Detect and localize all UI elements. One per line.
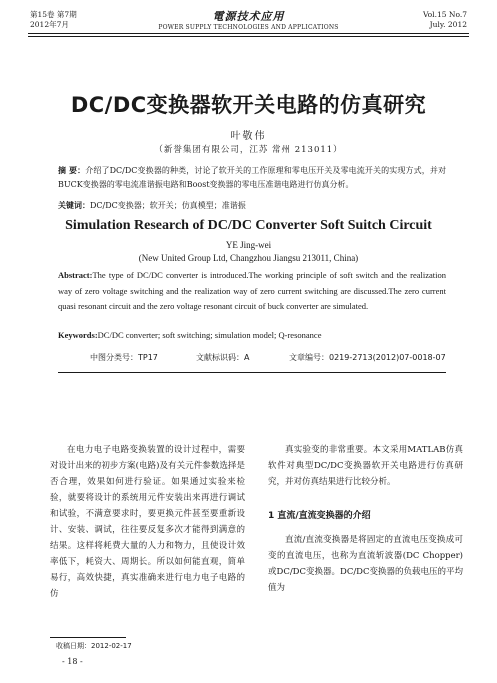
abstract-en [58,268,446,315]
section-heading: 1 直流/直流变换器的介绍 [268,511,371,521]
volume-month: July. 2012 [429,20,467,29]
footnote-rule [50,637,126,638]
abstract-cn [58,164,446,192]
received-date: 收稿日期：2012-02-17 [56,642,132,650]
author-en: YE Jing-wei [225,240,272,250]
keywords-en [58,330,446,340]
issue-date: 2012年7月 [30,20,69,29]
header-rule-thick [28,33,469,34]
header-rule-thin [28,36,469,37]
paper-title-cn: DC/DC变换器软开关电路的仿真研究 [70,93,427,117]
affiliation-en: (New United Group Ltd, Changzhou Jiangsu 213011, China) [138,253,359,263]
abstract-label-cn: 摘 要： [58,166,86,175]
author-cn: 叶敬伟 [230,131,267,142]
classification-rule [58,372,446,373]
abstract-text-cn: 介绍了DC/DC变换器的种类，讨论了软开关的工作原理和零电压开关及零电流开关的实现方式，并对BUCK变换器的零电流准谐振电路和Boost变换器的零电压准谐电路进行仿真分析。 [58,166,446,189]
paper-title-en: Simulation Research of DC/DC Converter Soft Suitch Circuit [65,218,432,233]
abstract-label-en: Abstract: [58,270,93,280]
abstract-text-en: The type of DC/DC converter is introduced.The working principle of soft switch and the realization way of zero voltage switching and the realization way of zero current switching are discussed.The zero current quasi resonant circuit and the zero voltage resonant circuit of buck converter are simulated. [58,270,446,311]
page-number: - 18 - [62,657,83,666]
journal-name-cn: 電源技术应用 [212,10,285,23]
affiliation-cn: （新誉集团有限公司，江苏 常州 213011） [154,145,343,155]
issue-volume: 第15卷 第7期 [30,10,77,19]
keywords-cn [58,199,446,213]
section-text: 直流/直流变换器是将固定的直流电压变换成可变的直流电压，也称为直流斩波器(DC Chopper)或DC/DC变换器。DC/DC变换器的负载电压的平均值为 [268,535,464,593]
clc-number: 中图分类号：TP17 [90,353,158,362]
body-right-intro: 真实验变的非常重要。本文采用MATLAB仿真软件对典型DC/DC变换器软开关电路进行仿真研究，并对仿真结果进行比较分析。 [268,445,463,487]
document-code: 文献标识码：A [196,353,250,362]
keywords-text-en: DC/DC converter; soft switching; simulation model; Q-resonance [97,330,322,340]
journal-name-en: POWER SUPPLY TECHNOLOGIES AND APPLICATIONS [158,24,339,31]
body-right-column [268,442,463,596]
body-left-column: 在电力电子电路变换装置的设计过程中，需要对设计出来的初步方案(电路)及有关元件参数选择是否合理，效果如何进行验证。如果通过实验来检验，就要将设计的系统用元件安装出来再进行调试和试验，不满意要求时，要更换元件甚至要重新设计、安装、调试，往往要反复多次才能得到满意的结果。这样将耗费大量的人力和物力，且使设计效率低下，耗资大、周期长。所以如何能直观，简单易行，高效快捷，真实准确来进行电力电子电路的仿 [50,445,245,599]
keywords-label-cn: 关键词： [58,201,90,210]
keywords-label-en: Keywords: [58,330,98,340]
volume-info [423,10,467,30]
volume-number: Vol.15 No.7 [422,10,467,19]
keywords-text-cn: DC/DC变换器；软开关；仿真模型；准谐振 [90,201,246,210]
article-number: 文章编号：0219-2713(2012)07-0018-07 [289,353,446,362]
